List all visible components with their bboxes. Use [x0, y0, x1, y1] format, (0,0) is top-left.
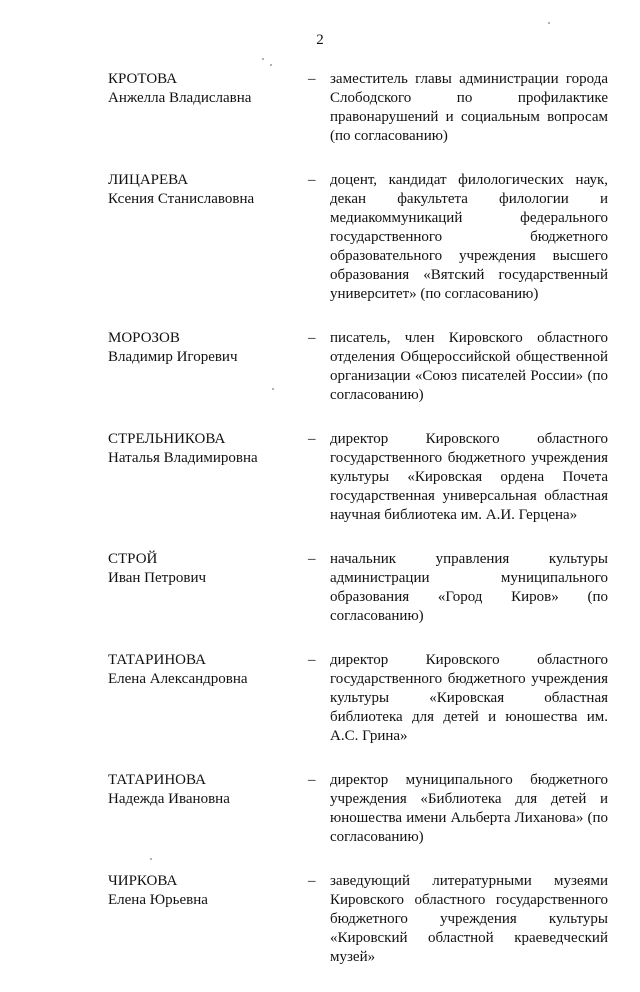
position-description: заместитель главы администрации города Слободского по профилактике правонарушений и социальным вопросам (по согласованию) [330, 71, 608, 144]
list-item [108, 651, 608, 746]
surname: ТАТАРИНОВА [108, 772, 206, 788]
list-item [108, 771, 608, 847]
surname: ТАТАРИНОВА [108, 652, 206, 668]
person-name [108, 171, 308, 304]
scan-speck [262, 58, 264, 60]
dash-separator: – [308, 772, 316, 788]
list-item [108, 171, 608, 304]
person-name [108, 771, 308, 847]
surname: ЛИЦАРЕВА [108, 172, 189, 188]
given-names: Елена Юрьевна [108, 892, 208, 908]
list-item [108, 70, 608, 146]
surname: ЧИРКОВА [108, 873, 178, 889]
page-number: 2 [316, 32, 324, 48]
dash-separator: – [308, 172, 316, 188]
position-description: заведующий литературными музеями Кировского областного государственного бюджетного учреждения культуры «Кировский областной краеведческий музей» [330, 873, 608, 965]
given-names: Иван Петрович [108, 570, 207, 586]
dash-separator: – [308, 330, 316, 346]
scan-speck [270, 64, 272, 66]
given-names: Елена Александровна [108, 671, 248, 687]
list-item [108, 872, 608, 967]
position-description: директор Кировского областного государственного бюджетного учреждения культуры «Кировская областная библиотека для детей и юношества им. А.С. Грина» [330, 652, 608, 744]
surname: СТРЕЛЬНИКОВА [108, 431, 226, 447]
given-names: Надежда Ивановна [108, 791, 230, 807]
list-item [108, 430, 608, 525]
given-names: Ксения Станиславовна [108, 191, 255, 207]
dash-separator: – [308, 71, 316, 87]
given-names: Владимир Игоревич [108, 349, 238, 365]
person-name [108, 872, 308, 967]
list-item [108, 550, 608, 626]
person-name [108, 70, 308, 146]
member-list [108, 70, 608, 992]
person-name [108, 430, 308, 525]
scan-speck [272, 388, 274, 390]
surname: КРОТОВА [108, 71, 178, 87]
position-description: директор Кировского областного государственного бюджетного учреждения культуры «Кировская ордена Почета государственная универсальная областная научная библиотека им. А.И. Герцена» [330, 431, 608, 523]
position-description: начальник управления культуры администрации муниципального образования «Город Киров» (по согласованию) [330, 551, 608, 624]
given-names: Наталья Владимировна [108, 450, 258, 466]
surname: СТРОЙ [108, 551, 158, 567]
dash-separator: – [308, 431, 316, 447]
scan-speck [150, 858, 152, 860]
position-description: доцент, кандидат филологических наук, декан факультета филологии и медиакоммуникаций федерального государственного бюджетного образовательного учреждения высшего образования «Вятский государственный университет» (по согласованию) [330, 172, 608, 302]
person-name [108, 651, 308, 746]
dash-separator: – [308, 551, 316, 567]
given-names: Анжелла Владиславна [108, 90, 252, 106]
surname: МОРОЗОВ [108, 330, 180, 346]
position-description: писатель, член Кировского областного отделения Общероссийской общественной организации «Союз писателей России» (по согласованию) [330, 330, 608, 403]
dash-separator: – [308, 652, 316, 668]
person-name [108, 550, 308, 626]
list-item [108, 329, 608, 405]
position-description: директор муниципального бюджетного учреждения «Библиотека для детей и юношества имени Альберта Лиханова» (по согласованию) [330, 772, 608, 845]
scan-speck [548, 22, 550, 24]
person-name [108, 329, 308, 405]
dash-separator: – [308, 873, 316, 889]
